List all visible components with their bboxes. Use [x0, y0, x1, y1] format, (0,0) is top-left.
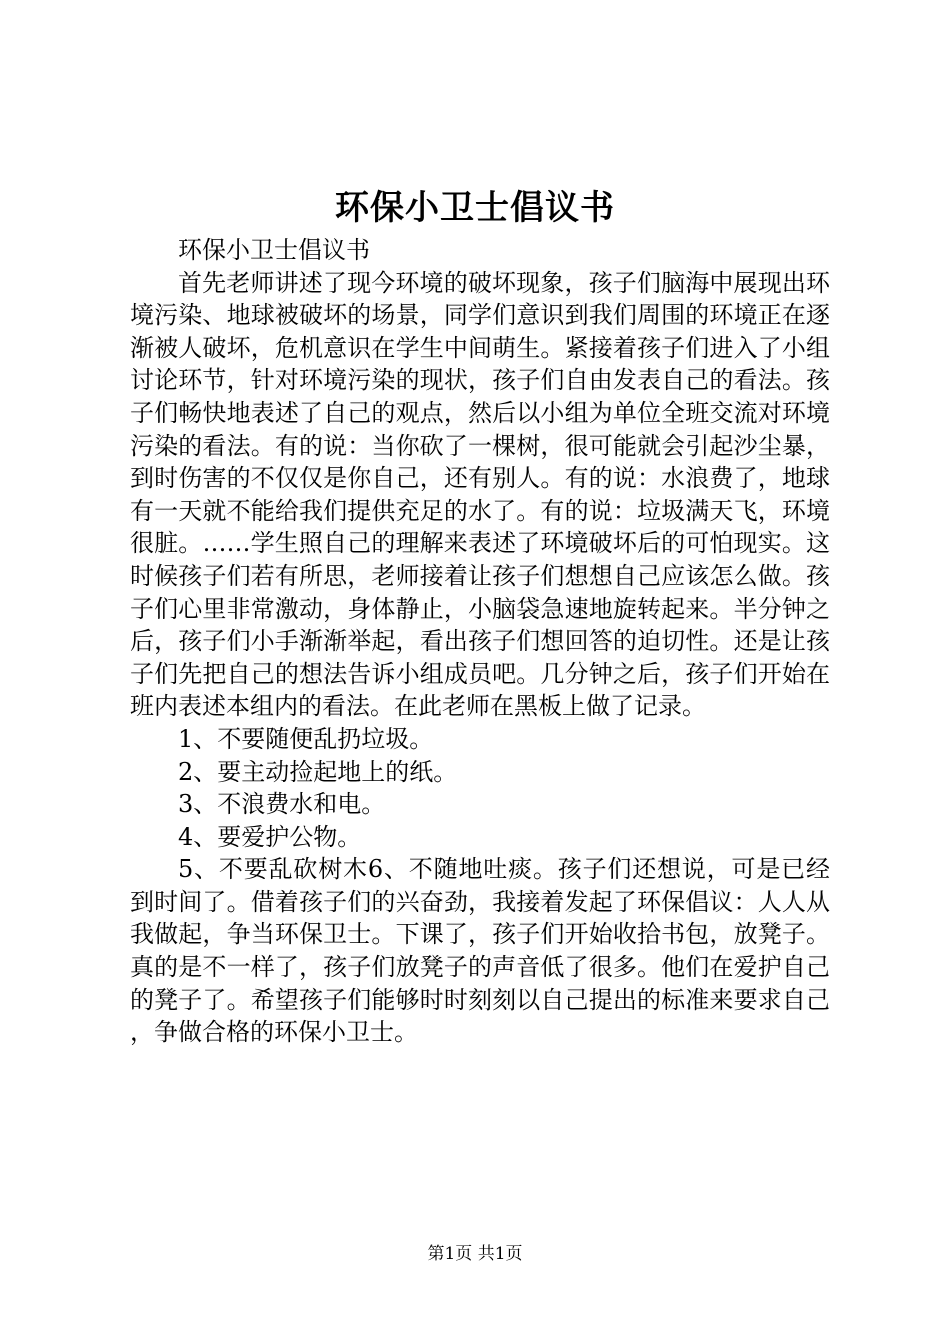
document-title: 环保小卫士倡议书 — [335, 188, 615, 228]
list-item: 4、要爱护公物。 — [178, 822, 362, 851]
list-item: 3、不浪费水和电。 — [178, 790, 386, 819]
page-number-footer: 第1页 共1页 — [427, 1244, 523, 1264]
list-item: 2、要主动捡起地上的纸。 — [178, 757, 458, 786]
document-body — [130, 234, 830, 1049]
list-item: 1、不要随便乱扔垃圾。 — [178, 724, 434, 753]
body-subtitle: 环保小卫士倡议书 — [178, 236, 370, 264]
body-paragraph: 5、不要乱砍树木6、不随地吐痰。孩子们还想说，可是已经到时间了。借着孩子们的兴奋劲，我接着发起了环保倡议：人人从我做起，争当环保卫士。下课了，孩子们开始收拾书包，放凳子。真的是不一样了，孩子们放凳子的声音低了很多。他们在爱护自己的凳子了。希望孩子们能够时时刻刻以自己提出的标准来要求自己，争做合格的环保小卫士。 — [130, 855, 830, 1047]
body-paragraph: 首先老师讲述了现今环境的破坏现象，孩子们脑海中展现出环境污染、地球被破坏的场景，同学们意识到我们周围的环境正在逐渐被人破坏，危机意识在学生中间萌生。紧接着孩子们进入了小组讨论环节，针对环境污染的现状，孩子们自由发表自己的看法。孩子们畅快地表述了自己的观点，然后以小组为单位全班交流对环境污染的看法。有的说：当你砍了一棵树，很可能就会引起沙尘暴，到时伤害的不仅仅是你自己，还有别人。有的说：水浪费了，地球有一天就不能给我们提供充足的水了。有的说：垃圾满天飞，环境很脏。……学生照自己的理解来表述了环境破坏后的可怕现实。这时候孩子们若有所思，老师接着让孩子们想想自己应该怎么做。孩子们心里非常激动，身体静止，小脑袋急速地旋转起来。半分钟之后，孩子们小手渐渐举起，看出孩子们想回答的迫切性。还是让孩子们先把自己的想法告诉小组成员吧。几分钟之后，孩子们开始在班内表述本组内的看法。在此老师在黑板上做了记录。 — [130, 268, 830, 721]
